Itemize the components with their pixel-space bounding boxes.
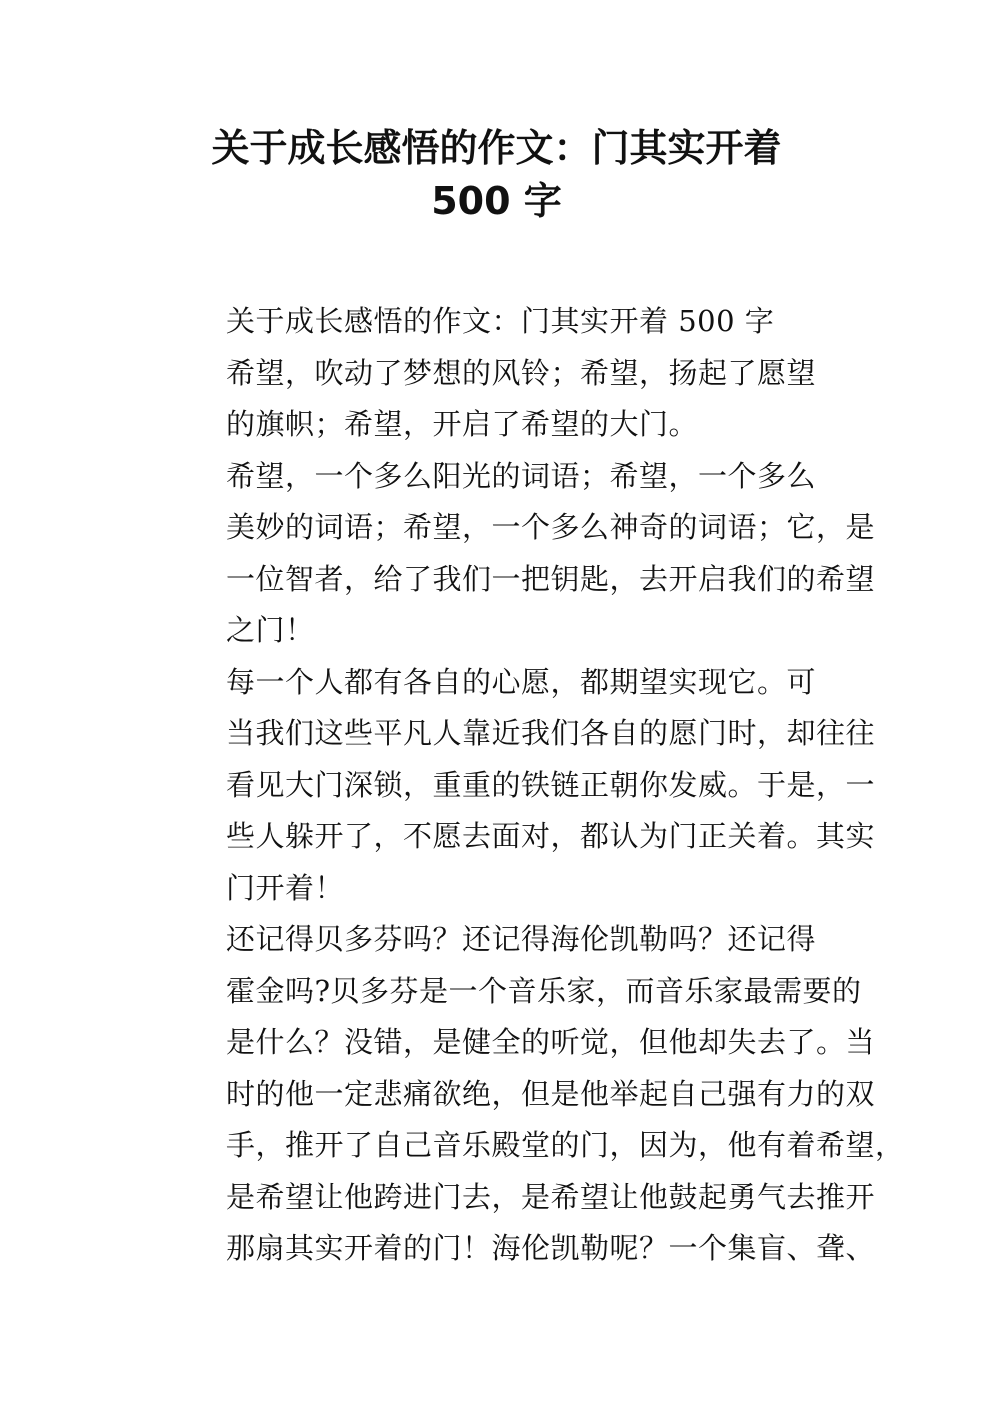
paragraph-line: 门开着！ (226, 870, 345, 905)
paragraph-1 (166, 296, 838, 348)
paragraph-line: 当我们这些平凡人靠近我们各自的愿门时，却往往 (226, 716, 876, 750)
paragraph-line: 时的他一定悲痛欲绝，但是他举起自己强有力的双 (226, 1076, 876, 1111)
paragraph-line: 美妙的词语；希望，一个多么神奇的词语；它，是 (226, 510, 876, 544)
paragraph-line: 每一个人都有各自的心愿，都期望实现它。可 (226, 664, 817, 699)
paragraph-line: 还记得贝多芬吗？还记得海伦凯勒吗？还记得 (226, 922, 817, 956)
paragraph-line: 霍金吗?贝多芬是一个音乐家，而音乐家最需要的 (226, 973, 862, 1008)
paragraph-line: 看见大门深锁，重重的铁链正朝你发威。于是，一 (226, 767, 876, 802)
paragraph-line: 的旗帜；希望，开启了希望的大门。 (226, 407, 699, 441)
document-title (150, 122, 843, 228)
paragraph-line: 是希望让他跨进门去，是希望让他鼓起勇气去推开 (226, 1179, 876, 1214)
paragraph-line: 之门！ (226, 613, 315, 647)
paragraph-3 (166, 451, 876, 657)
title-line-1: 关于成长感悟的作文：门其实开着 (211, 126, 782, 170)
paragraph-line: 关于成长感悟的作文：门其实开着 500 字 (226, 304, 775, 338)
paragraph-line: 希望，吹动了梦想的风铃；希望，扬起了愿望 (226, 355, 817, 390)
paragraph-5 (166, 914, 905, 1275)
paragraph-line: 那扇其实开着的门！海伦凯勒呢？一个集盲、聋、 (226, 1231, 876, 1265)
paragraph-line: 一位智者，给了我们一把钥匙，去开启我们的希望 (226, 561, 876, 596)
paragraph-line: 些人躲开了，不愿去面对，都认为门正关着。其实 (226, 819, 876, 853)
title-line-2: 500 字 (431, 179, 562, 223)
document-body (166, 296, 905, 1275)
paragraph-line: 希望，一个多么阳光的词语；希望，一个多么 (226, 458, 817, 493)
paragraph-line: 手，推开了自己音乐殿堂的门，因为，他有着希望， (226, 1128, 905, 1162)
paragraph-4 (166, 657, 876, 915)
paragraph-2 (166, 348, 838, 451)
paragraph-line: 是什么？没错，是健全的听觉，但他却失去了。当 (226, 1025, 876, 1059)
